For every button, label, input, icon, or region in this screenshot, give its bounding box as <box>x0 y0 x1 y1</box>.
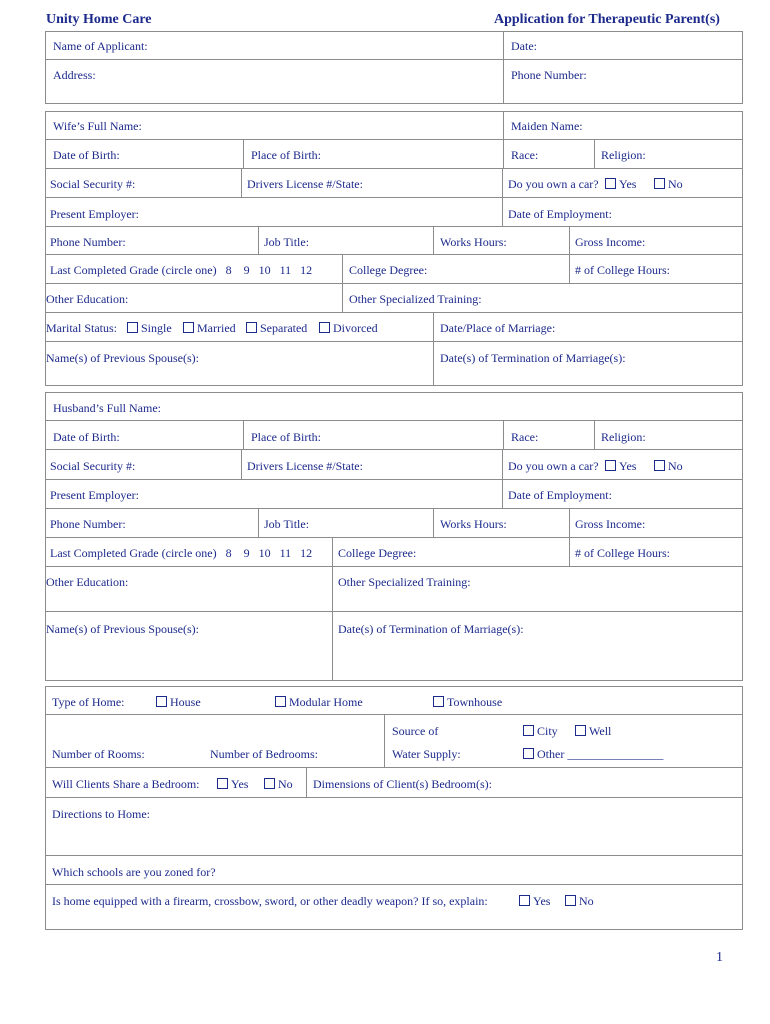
wife-marriage-date-place-field[interactable] <box>433 312 743 342</box>
wife-job-title-label: Job Title: <box>264 235 310 249</box>
wife-maiden-name-field[interactable] <box>503 111 743 140</box>
water-supply-label: Water Supply: <box>392 747 461 761</box>
type-of-home-row <box>45 686 743 715</box>
husband-dl-field[interactable] <box>241 449 503 480</box>
wife-income-label: Gross Income: <box>575 235 646 249</box>
bedroom-dimensions-field[interactable] <box>306 767 743 798</box>
checkbox-icon[interactable] <box>575 725 586 736</box>
water-city-option[interactable]: City <box>523 724 558 738</box>
weapon-no-option[interactable]: No <box>565 894 594 908</box>
water-well-option[interactable]: Well <box>575 724 611 738</box>
wife-employment-date-label: Date of Employment: <box>508 207 612 221</box>
wife-maiden-name-label: Maiden Name: <box>511 119 583 133</box>
wife-prev-spouse-field[interactable] <box>45 341 434 386</box>
wife-dob-field[interactable] <box>45 139 244 169</box>
wife-termination-label: Date(s) of Termination of Marriage(s): <box>440 351 626 365</box>
husband-race-label: Race: <box>511 430 539 444</box>
wife-dl-field[interactable] <box>241 168 503 198</box>
husband-other-education-label: Other Education: <box>46 575 129 589</box>
husband-termination-label: Date(s) of Termination of Marriage(s): <box>338 622 524 636</box>
rooms-field[interactable] <box>45 714 385 768</box>
checkbox-icon[interactable] <box>605 460 616 471</box>
husband-race-field[interactable] <box>503 420 595 450</box>
husband-other-training-field[interactable] <box>332 566 743 612</box>
wife-grade-label: Last Completed Grade (circle one) 8 9 10 11 12 <box>50 263 313 277</box>
wife-car-field <box>502 168 743 198</box>
wife-religion-field[interactable] <box>594 139 743 169</box>
husband-college-degree-label: College Degree: <box>338 546 417 560</box>
checkbox-icon[interactable] <box>183 322 194 333</box>
husband-car-field <box>502 449 743 480</box>
husband-income-label: Gross Income: <box>575 517 646 531</box>
husband-employment-date-field[interactable] <box>502 479 743 509</box>
husband-college-hours-field[interactable] <box>569 537 743 567</box>
wife-employer-label: Present Employer: <box>50 207 139 221</box>
wife-car-no-option[interactable]: No <box>654 177 683 191</box>
wife-phone-label: Phone Number: <box>50 235 126 249</box>
share-bedroom-no-option[interactable]: No <box>264 777 293 791</box>
husband-ssn-label: Social Security #: <box>50 459 136 473</box>
checkbox-icon[interactable] <box>523 748 534 759</box>
bedrooms-label: Number of Bedrooms: <box>210 747 318 761</box>
checkbox-icon[interactable] <box>605 178 616 189</box>
checkbox-icon[interactable] <box>519 895 530 906</box>
checkbox-icon[interactable] <box>264 778 275 789</box>
type-of-home-label: Type of Home: <box>52 695 125 709</box>
wife-work-hours-label: Works Hours: <box>440 235 507 249</box>
husband-phone-field[interactable] <box>45 508 259 538</box>
wife-dob-label: Date of Birth: <box>53 148 120 162</box>
wife-grade-field[interactable] <box>45 254 343 284</box>
weapon-field <box>45 884 743 930</box>
marital-divorced-option[interactable]: Divorced <box>319 321 378 335</box>
share-bedroom-label: Will Clients Share a Bedroom: <box>52 777 200 791</box>
schools-label: Which schools are you zoned for? <box>52 865 216 879</box>
checkbox-icon[interactable] <box>246 322 257 333</box>
wife-phone-field[interactable] <box>45 226 259 255</box>
husband-pob-label: Place of Birth: <box>251 430 321 444</box>
checkbox-icon[interactable] <box>654 178 665 189</box>
wife-pob-field[interactable] <box>243 139 504 169</box>
wife-other-training-field[interactable] <box>342 283 743 313</box>
wife-other-education-label: Other Education: <box>46 292 129 306</box>
wife-car-label: Do you own a car? <box>508 177 599 191</box>
wife-religion-label: Religion: <box>601 148 646 162</box>
date-label: Date: <box>511 39 537 53</box>
rooms-label: Number of Rooms: <box>52 747 145 761</box>
wife-termination-field[interactable] <box>433 341 743 386</box>
applicant-name-field[interactable] <box>45 31 504 60</box>
marital-married-option[interactable]: Married <box>183 321 236 335</box>
checkbox-icon[interactable] <box>275 696 286 707</box>
checkbox-icon[interactable] <box>654 460 665 471</box>
wife-marital-status-field <box>45 312 434 342</box>
checkbox-icon[interactable] <box>217 778 228 789</box>
water-other-option[interactable]: Other ________________ <box>523 747 663 761</box>
checkbox-icon[interactable] <box>523 725 534 736</box>
husband-work-hours-field[interactable] <box>433 508 570 538</box>
directions-label: Directions to Home: <box>52 807 150 821</box>
applicant-name-label: Name of Applicant: <box>53 39 148 53</box>
wife-race-label: Race: <box>511 148 539 162</box>
wife-race-field[interactable] <box>503 139 595 169</box>
page-number: 1 <box>716 950 723 965</box>
schools-field[interactable] <box>45 855 743 885</box>
husband-dob-field[interactable] <box>45 420 244 450</box>
husband-other-training-label: Other Specialized Training: <box>338 575 471 589</box>
date-field[interactable] <box>503 31 743 60</box>
marital-single-option[interactable]: Single <box>127 321 172 335</box>
wife-college-degree-field[interactable] <box>342 254 570 284</box>
wife-dl-label: Drivers License #/State: <box>247 177 363 191</box>
wife-other-education-field[interactable] <box>45 283 343 313</box>
husband-ssn-field[interactable] <box>45 449 242 480</box>
wife-employer-field[interactable] <box>45 197 503 227</box>
marital-separated-option[interactable]: Separated <box>246 321 307 335</box>
husband-dob-label: Date of Birth: <box>53 430 120 444</box>
wife-employment-date-field[interactable] <box>502 197 743 227</box>
wife-ssn-field[interactable] <box>45 168 242 198</box>
wife-full-name-field[interactable] <box>45 111 504 140</box>
wife-college-hours-label: # of College Hours: <box>575 263 670 277</box>
husband-car-no-option[interactable]: No <box>654 459 683 473</box>
wife-car-yes-option[interactable]: Yes <box>605 177 636 191</box>
applicant-phone-field[interactable] <box>503 59 743 104</box>
checkbox-icon[interactable] <box>565 895 576 906</box>
share-bedroom-yes-option[interactable]: Yes <box>217 777 248 791</box>
source-of-label: Source of <box>392 724 439 738</box>
address-label: Address: <box>53 68 96 82</box>
husband-car-yes-option[interactable]: Yes <box>605 459 636 473</box>
husband-employer-field[interactable] <box>45 479 503 509</box>
husband-car-label: Do you own a car? <box>508 459 599 473</box>
wife-income-field[interactable] <box>569 226 743 255</box>
husband-dl-label: Drivers License #/State: <box>247 459 363 473</box>
directions-field[interactable] <box>45 797 743 856</box>
marriage-date-place-label: Date/Place of Marriage: <box>440 321 556 335</box>
husband-full-name-label: Husband’s Full Name: <box>53 401 161 415</box>
wife-pob-label: Place of Birth: <box>251 148 321 162</box>
applicant-phone-label: Phone Number: <box>511 68 587 82</box>
husband-phone-label: Phone Number: <box>50 517 126 531</box>
husband-prev-spouse-field[interactable] <box>45 611 333 681</box>
wife-job-title-field[interactable] <box>258 226 434 255</box>
husband-work-hours-label: Works Hours: <box>440 517 507 531</box>
home-townhouse-option[interactable]: Townhouse <box>433 695 502 709</box>
wife-ssn-label: Social Security #: <box>50 177 136 191</box>
wife-college-degree-label: College Degree: <box>349 263 428 277</box>
husband-income-field[interactable] <box>569 508 743 538</box>
checkbox-icon[interactable] <box>433 696 444 707</box>
husband-employer-label: Present Employer: <box>50 488 139 502</box>
checkbox-icon[interactable] <box>319 322 330 333</box>
husband-other-education-field[interactable] <box>45 566 333 612</box>
husband-religion-field[interactable] <box>594 420 743 450</box>
home-house-option[interactable]: House <box>156 695 201 709</box>
address-field[interactable] <box>45 59 504 104</box>
share-bedroom-field <box>45 767 307 798</box>
water-supply-field <box>384 714 743 768</box>
husband-prev-spouse-label: Name(s) of Previous Spouse(s): <box>46 622 199 636</box>
marital-status-label: Marital Status: <box>46 321 117 335</box>
husband-termination-field[interactable] <box>332 611 743 681</box>
husband-employment-date-label: Date of Employment: <box>508 488 612 502</box>
wife-prev-spouse-label: Name(s) of Previous Spouse(s): <box>46 351 199 365</box>
husband-full-name-field[interactable] <box>45 392 743 421</box>
husband-grade-label: Last Completed Grade (circle one) 8 9 10 11 12 <box>50 546 313 560</box>
husband-job-title-field[interactable] <box>258 508 434 538</box>
husband-job-title-label: Job Title: <box>264 517 310 531</box>
checkbox-icon[interactable] <box>156 696 167 707</box>
husband-college-degree-field[interactable] <box>332 537 570 567</box>
weapon-label: Is home equipped with a firearm, crossbow, sword, or other deadly weapon? If so, explain: <box>52 894 488 908</box>
wife-college-hours-field[interactable] <box>569 254 743 284</box>
weapon-yes-option[interactable]: Yes <box>519 894 550 908</box>
wife-other-training-label: Other Specialized Training: <box>349 292 482 306</box>
home-modular-option[interactable]: Modular Home <box>275 695 363 709</box>
husband-college-hours-label: # of College Hours: <box>575 546 670 560</box>
husband-grade-field[interactable] <box>45 537 333 567</box>
wife-work-hours-field[interactable] <box>433 226 570 255</box>
bedroom-dimensions-label: Dimensions of Client(s) Bedroom(s): <box>313 777 492 791</box>
husband-pob-field[interactable] <box>243 420 504 450</box>
wife-full-name-label: Wife’s Full Name: <box>53 119 142 133</box>
agency-name: Unity Home Care <box>46 12 152 27</box>
form-title: Application for Therapeutic Parent(s) <box>494 12 720 27</box>
checkbox-icon[interactable] <box>127 322 138 333</box>
husband-religion-label: Religion: <box>601 430 646 444</box>
